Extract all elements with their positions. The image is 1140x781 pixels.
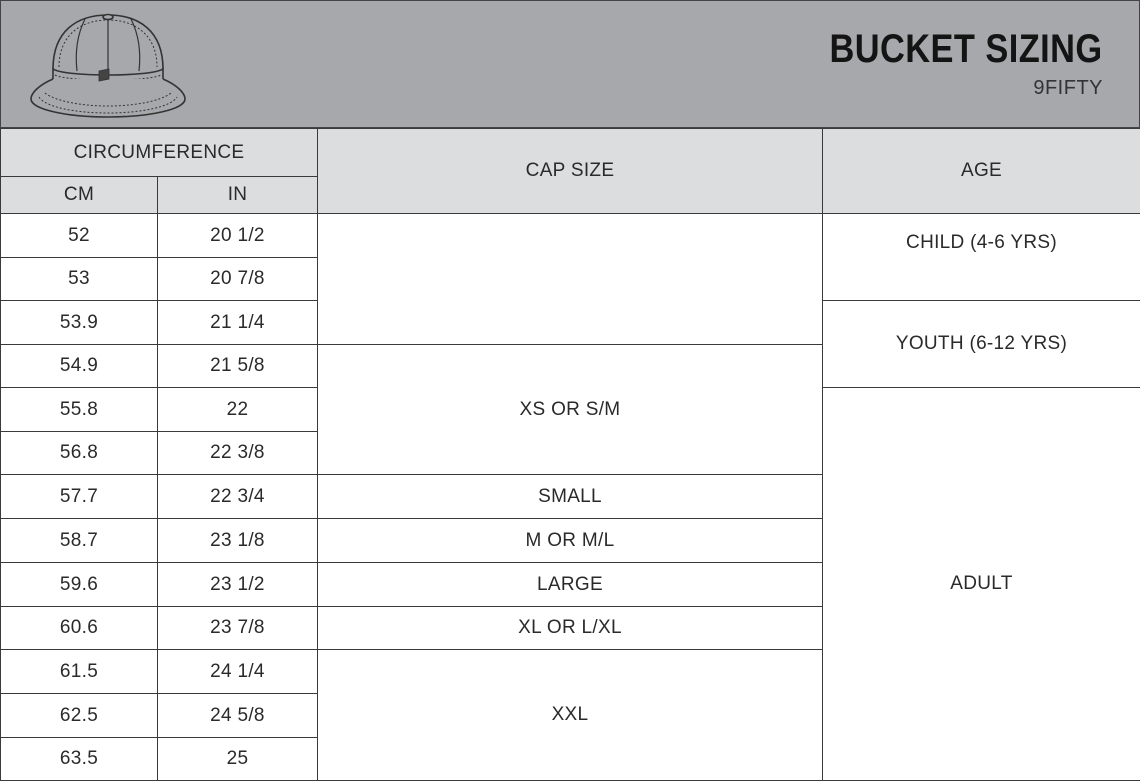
in-cell: 20 7/8: [158, 258, 318, 301]
age-cell-adult: ADULT: [823, 388, 1140, 781]
cap-size-cell: XS OR S/M: [318, 345, 823, 475]
cap-size-cell: [318, 214, 823, 345]
cap-size-cell: XL OR L/XL: [318, 607, 823, 650]
age-cell-youth: YOUTH (6-12 YRS): [823, 301, 1140, 388]
cap-size-cell: M OR M/L: [318, 519, 823, 563]
cm-cell: 62.5: [1, 694, 158, 738]
cm-cell: 57.7: [1, 475, 158, 519]
cap-size-header: CAP SIZE: [318, 129, 823, 214]
cm-cell: 54.9: [1, 345, 158, 388]
cm-cell: 60.6: [1, 607, 158, 650]
cm-cell: 53.9: [1, 301, 158, 345]
cm-cell: 63.5: [1, 738, 158, 781]
cm-cell: 59.6: [1, 563, 158, 607]
cm-cell: 58.7: [1, 519, 158, 563]
age-header: AGE: [823, 129, 1140, 214]
cm-cell: 55.8: [1, 388, 158, 432]
in-cell: 21 1/4: [158, 301, 318, 345]
in-cell: 20 1/2: [158, 214, 318, 258]
cm-cell: 56.8: [1, 432, 158, 475]
cm-header: CM: [1, 177, 158, 214]
in-cell: 24 1/4: [158, 650, 318, 694]
page-title: BUCKET SIZING: [830, 27, 1103, 72]
age-cell-child: CHILD (4-6 YRS): [823, 214, 1140, 301]
in-cell: 23 7/8: [158, 607, 318, 650]
bucket-hat-icon: [25, 9, 191, 121]
in-cell: 23 1/8: [158, 519, 318, 563]
circumference-header: CIRCUMFERENCE: [1, 129, 318, 177]
cap-size-cell: SMALL: [318, 475, 823, 519]
in-cell: 22: [158, 388, 318, 432]
in-cell: 23 1/2: [158, 563, 318, 607]
cm-cell: 53: [1, 258, 158, 301]
in-cell: 22 3/4: [158, 475, 318, 519]
in-header: IN: [158, 177, 318, 214]
cap-size-cell: XXL: [318, 650, 823, 781]
sizing-table: [0, 128, 1140, 781]
page-subtitle: 9FIFTY: [1033, 77, 1103, 100]
in-cell: 22 3/8: [158, 432, 318, 475]
header-banner: [0, 0, 1140, 128]
in-cell: 21 5/8: [158, 345, 318, 388]
in-cell: 25: [158, 738, 318, 781]
in-cell: 24 5/8: [158, 694, 318, 738]
cm-cell: 61.5: [1, 650, 158, 694]
cm-cell: 52: [1, 214, 158, 258]
cap-size-cell: LARGE: [318, 563, 823, 607]
